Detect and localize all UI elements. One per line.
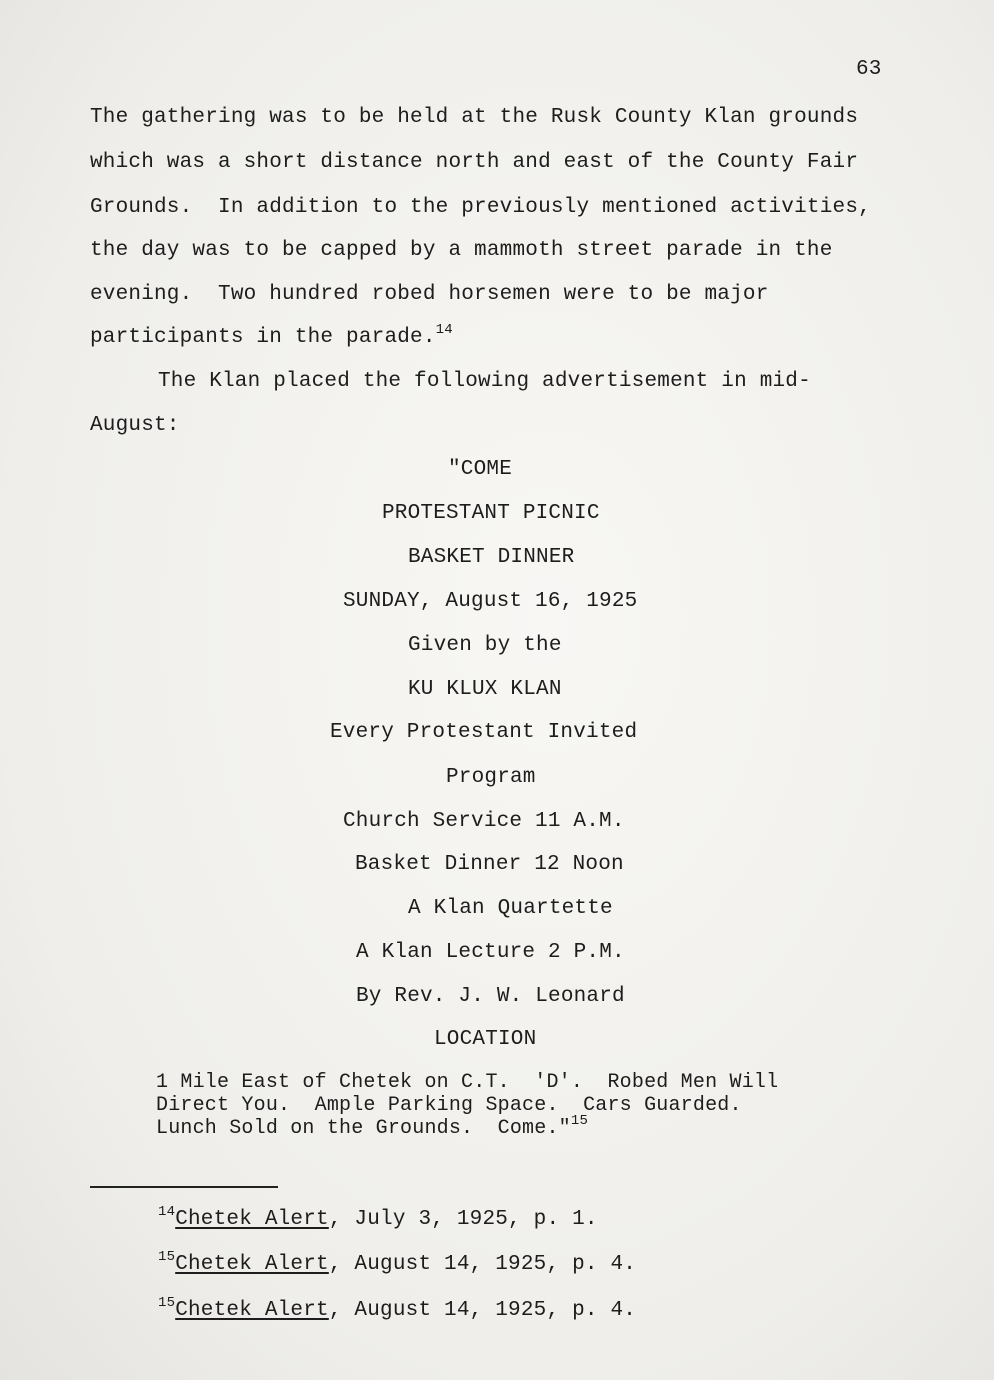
body-line-4: the day was to be capped by a mammoth street parade in the xyxy=(90,239,833,262)
ad-line-noon: Basket Dinner 12 Noon xyxy=(355,853,624,876)
ad-line-church: Church Service 11 A.M. xyxy=(343,810,625,833)
ad-line-location: LOCATION xyxy=(434,1028,537,1051)
footnote-3-number: 15 xyxy=(158,1295,176,1311)
footnote-3-source: Chetek Alert xyxy=(175,1299,329,1322)
body-line-3: Grounds. In addition to the previously mentioned activities, xyxy=(90,196,871,219)
ad-line-come: "COME xyxy=(448,458,513,481)
location-line-2: Direct You. Ample Parking Space. Cars Guarded. xyxy=(156,1094,742,1117)
ad-line-given-by: Given by the xyxy=(408,634,562,657)
footnote-3 xyxy=(158,1295,637,1324)
location-line-3-text: Lunch Sold on the Grounds. Come." xyxy=(156,1117,571,1140)
body-line-5: evening. Two hundred robed horsemen were to be major xyxy=(90,283,769,306)
page-number: 63 xyxy=(856,58,882,81)
footnote-2-number: 15 xyxy=(158,1249,176,1265)
participants-text: participants in the parade. xyxy=(90,326,436,349)
footnote-2 xyxy=(158,1249,637,1278)
footnote-ref-15: 15 xyxy=(570,1113,589,1129)
para2-line-1: The Klan placed the following advertisement in mid- xyxy=(158,370,811,393)
ad-line-leonard: By Rev. J. W. Leonard xyxy=(356,985,625,1008)
location-line-3 xyxy=(156,1113,589,1142)
ad-line-kkk: KU KLUX KLAN xyxy=(408,678,562,701)
footnote-1-number: 14 xyxy=(158,1204,176,1220)
ad-line-lecture: A Klan Lecture 2 P.M. xyxy=(356,941,625,964)
ad-line-basket-dinner: BASKET DINNER xyxy=(408,546,575,569)
location-line-1: 1 Mile East of Chetek on C.T. 'D'. Robed Men Will xyxy=(156,1071,779,1094)
ad-line-date: SUNDAY, August 16, 1925 xyxy=(343,590,638,613)
footnote-ref-14: 14 xyxy=(435,322,453,338)
footnote-1 xyxy=(158,1204,598,1233)
ad-line-picnic: PROTESTANT PICNIC xyxy=(382,502,600,525)
ad-line-quartette: A Klan Quartette xyxy=(408,897,613,920)
para2-line-2: August: xyxy=(90,414,180,437)
body-line-2: which was a short distance north and east of the County Fair xyxy=(90,151,859,174)
footnote-3-citation: , August 14, 1925, p. 4. xyxy=(328,1299,637,1322)
footnote-divider xyxy=(90,1186,278,1188)
footnote-2-source: Chetek Alert xyxy=(175,1253,329,1276)
ad-line-program: Program xyxy=(446,766,536,789)
footnote-2-citation: , August 14, 1925, p. 4. xyxy=(328,1253,637,1276)
footnote-1-source: Chetek Alert xyxy=(175,1208,329,1231)
body-line-1: The gathering was to be held at the Rusk County Klan grounds xyxy=(90,106,859,129)
body-line-6 xyxy=(90,322,453,351)
footnote-1-citation: , July 3, 1925, p. 1. xyxy=(328,1208,598,1231)
ad-line-invited: Every Protestant Invited xyxy=(330,721,638,744)
